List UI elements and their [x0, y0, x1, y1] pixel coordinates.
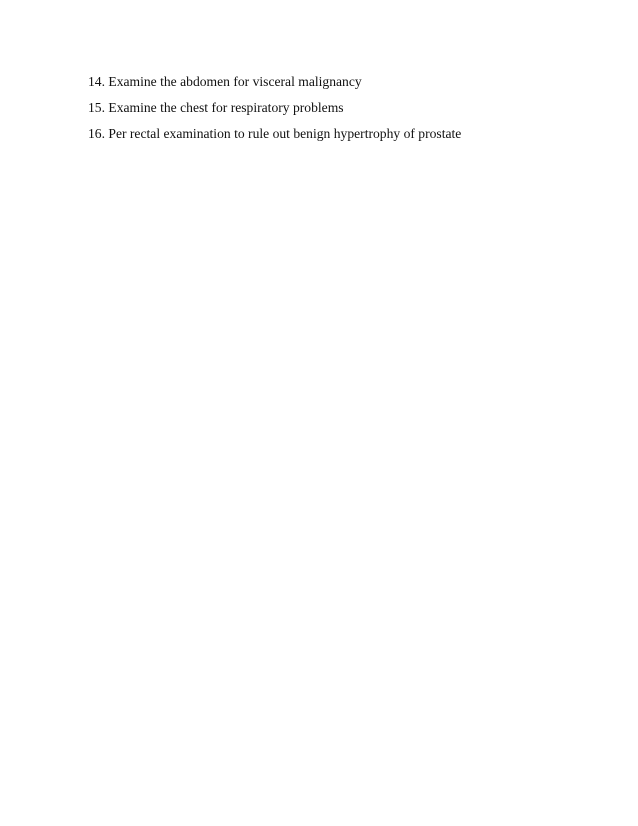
examination-list [88, 69, 461, 147]
list-item: 14. Examine the abdomen for visceral malignancy [88, 74, 362, 89]
list-item: 15. Examine the chest for respiratory problems [88, 100, 344, 115]
list-item: 16. Per rectal examination to rule out benign hypertrophy of prostate [88, 126, 462, 141]
